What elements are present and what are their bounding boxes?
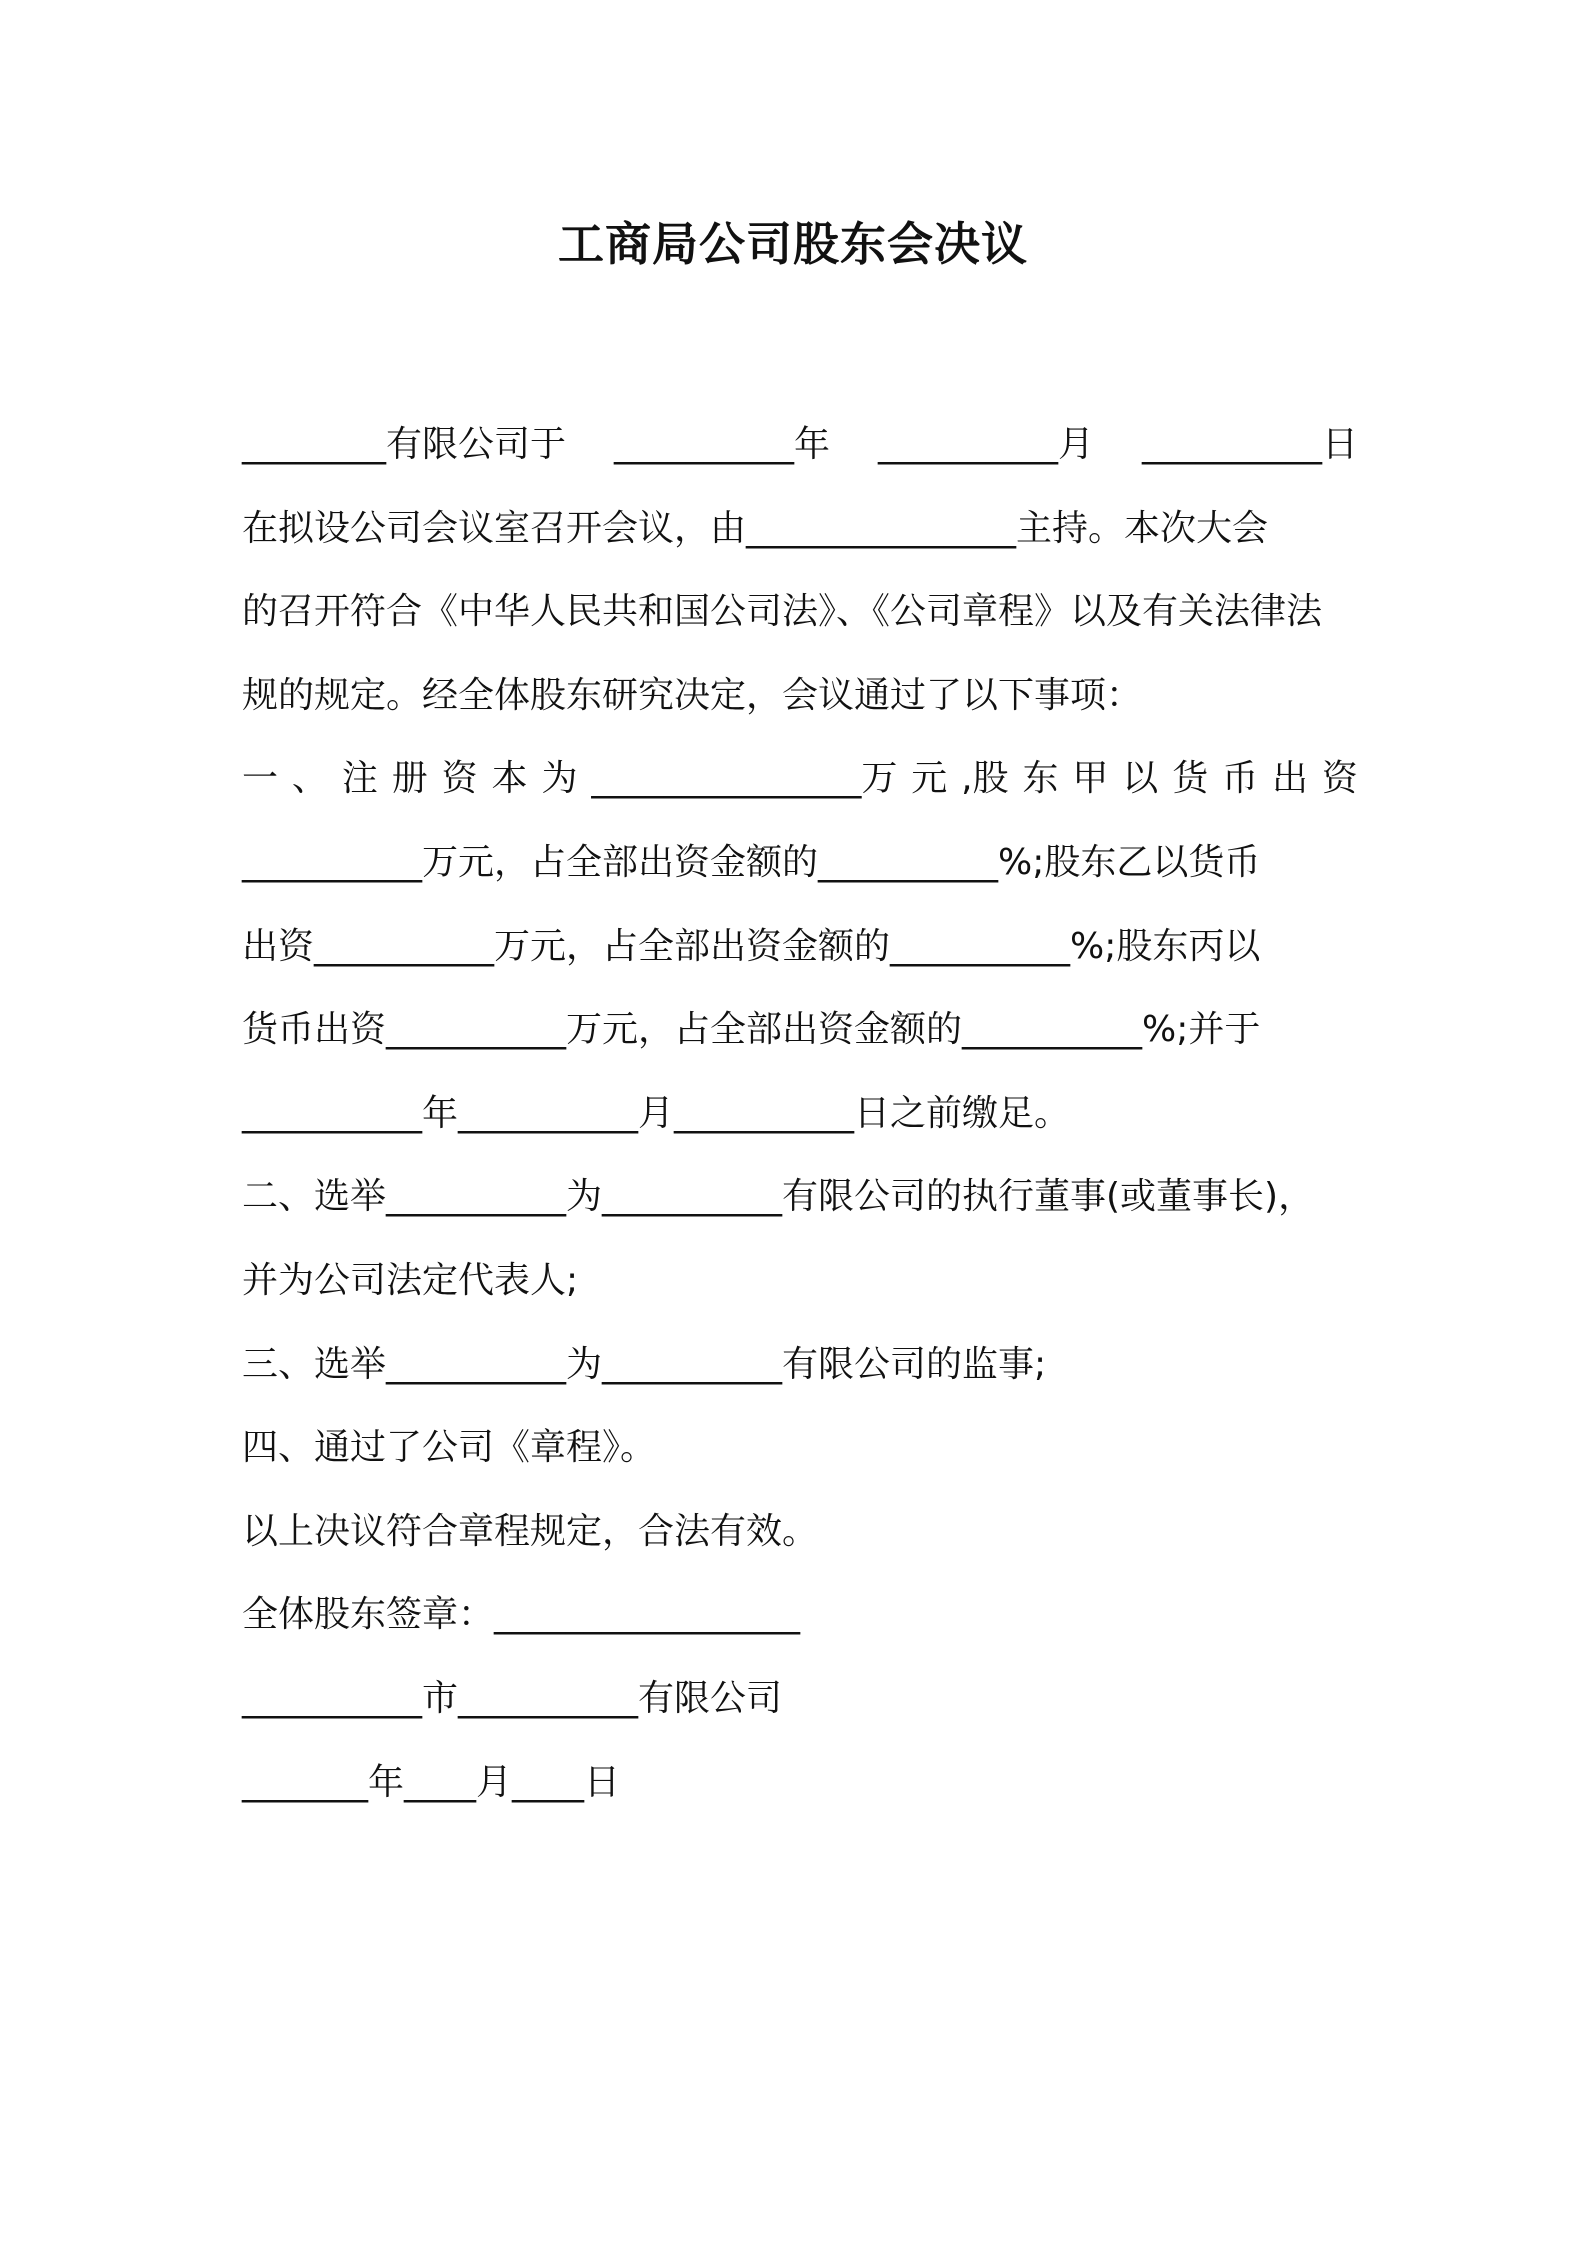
text-segment: 以 xyxy=(1122,758,1159,800)
text-segment: 东 xyxy=(1022,758,1059,800)
text-segment: 一 xyxy=(242,758,279,800)
text-segment: 注 xyxy=(341,758,378,800)
document-title: 工商局公司股东会决议 xyxy=(558,217,1028,271)
text-line-3: 的召开符合《中华人民共和国公司法》、《公司章程》以及有关法律法 xyxy=(242,591,1323,633)
text-line-5 xyxy=(242,737,1358,821)
text-segment: _______________万 xyxy=(591,758,898,800)
text-segment: 、 xyxy=(291,758,328,800)
text-segment: 册 xyxy=(391,758,428,800)
text-segment: 币 xyxy=(1222,758,1259,800)
text-line-1 xyxy=(242,403,1358,487)
text-segment: 出 xyxy=(1272,758,1309,800)
text-line-10: 二、选举__________为__________有限公司的执行董事(或董事长)， xyxy=(242,1176,1315,1218)
text-segment: 为 xyxy=(541,758,578,800)
text-line-8: 货币出资__________万元，占全部出资金额的__________%;并于 xyxy=(242,1009,1261,1051)
text-segment: ________有限公司于 xyxy=(242,424,567,465)
text-line-13: 四、通过了公司《章程》。 xyxy=(242,1427,657,1469)
document-body xyxy=(242,403,1358,1824)
text-segment: 元 xyxy=(911,758,948,800)
text-segment: 本 xyxy=(491,758,528,800)
signature-line: 全体股东签章：_________________ xyxy=(242,1594,801,1636)
text-line-7: 出资__________万元，占全部出资金额的__________%;股东丙以 xyxy=(242,925,1261,967)
text-segment: 货 xyxy=(1172,758,1209,800)
text-line-14: 以上决议符合章程规定，合法有效。 xyxy=(242,1510,819,1552)
text-line-4: 规的规定。经全体股东研究决定，会议通过了以下事项： xyxy=(242,674,1143,716)
text-line-9: __________年__________月__________日之前缴足。 xyxy=(242,1092,1071,1134)
text-segment: 资 xyxy=(441,758,478,800)
text-segment: 甲 xyxy=(1072,758,1109,800)
text-line-2: 在拟设公司会议室召开会议，由_______________主持。本次大会 xyxy=(242,507,1269,549)
text-segment: __________月 xyxy=(877,424,1094,465)
text-segment: 资 xyxy=(1321,758,1358,800)
text-line-11: 并为公司法定代表人; xyxy=(242,1259,579,1301)
text-line-6: __________万元，占全部出资金额的__________%;股东乙以货币 xyxy=(242,841,1261,883)
text-segment: __________日 xyxy=(1141,424,1358,465)
text-segment: __________年 xyxy=(613,424,830,465)
company-line: __________市__________有限公司 xyxy=(242,1677,783,1719)
text-segment: ,股 xyxy=(961,758,1009,800)
text-line-12: 三、选举__________为__________有限公司的监事; xyxy=(242,1343,1047,1385)
date-line: _______年____月____日 xyxy=(242,1761,620,1803)
